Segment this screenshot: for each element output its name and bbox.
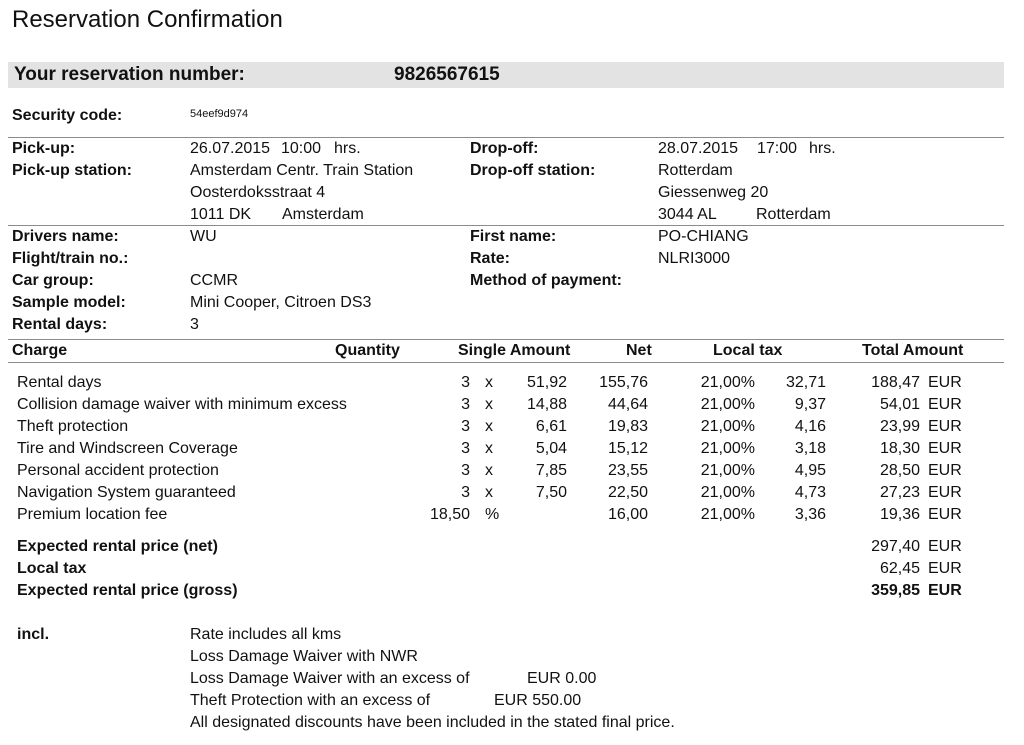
flight-train-label: Flight/train no.:	[12, 250, 129, 267]
charge-name: Tire and Windscreen Coverage	[17, 440, 238, 457]
sample-model: Mini Cooper, Citroen DS3	[190, 294, 372, 311]
pickup-city: Amsterdam	[282, 206, 364, 223]
incl-item: Theft Protection with an excess of	[190, 692, 431, 709]
charge-total: 188,47	[871, 374, 920, 391]
dropoff-city: Rotterdam	[756, 206, 831, 223]
car-group-label: Car group:	[12, 272, 94, 289]
pickup-label: Pick-up:	[12, 140, 76, 157]
total-value: 62,45	[879, 560, 920, 577]
charge-currency: EUR	[928, 462, 962, 479]
charge-name: Collision damage waiver with minimum excess	[17, 396, 347, 413]
quantity-header: Quantity	[335, 342, 400, 359]
charge-quantity: 3	[461, 418, 470, 435]
charge-multiplier: x	[485, 396, 493, 413]
charge-tax-rate: 21,00%	[700, 506, 755, 523]
charge-tax-rate: 21,00%	[700, 374, 755, 391]
total-amount-header: Total Amount	[862, 342, 964, 359]
pickup-station-label: Pick-up station:	[12, 162, 133, 179]
rental-days-label: Rental days:	[12, 316, 108, 333]
charge-quantity: 3	[461, 396, 470, 413]
theft-excess-amount: EUR 550.00	[494, 692, 582, 709]
total-label: Expected rental price (net)	[17, 538, 218, 555]
charge-currency: EUR	[928, 396, 962, 413]
charge-header: Charge	[12, 342, 68, 359]
charge-tax-amount: 4,95	[794, 462, 826, 479]
dropoff-time-unit: hrs.	[809, 140, 836, 157]
charge-currency: EUR	[928, 418, 962, 435]
charge-net: 44,64	[607, 396, 648, 413]
total-currency: EUR	[928, 538, 962, 555]
total-value: 297,40	[871, 538, 920, 555]
charge-tax-amount: 9,37	[794, 396, 826, 413]
sample-model-label: Sample model:	[12, 294, 126, 311]
local-tax-header: Local tax	[713, 342, 783, 359]
pickup-station: Amsterdam Centr. Train Station	[190, 162, 414, 179]
charge-tax-amount: 3,36	[794, 506, 826, 523]
total-label: Local tax	[17, 560, 87, 577]
charge-multiplier: x	[485, 440, 493, 457]
dropoff-street: Giessenweg 20	[658, 184, 769, 201]
charge-currency: EUR	[928, 440, 962, 457]
rental-days: 3	[190, 316, 199, 333]
security-code-label: Security code:	[12, 107, 123, 124]
charge-quantity: 3	[461, 374, 470, 391]
charge-name: Rental days	[17, 374, 102, 391]
charge-tax-amount: 4,16	[794, 418, 826, 435]
charge-tax-rate: 21,00%	[700, 440, 755, 457]
first-name-label: First name:	[470, 228, 557, 245]
divider	[8, 137, 1004, 138]
charge-single-amount: 5,04	[535, 440, 567, 457]
total-label: Expected rental price (gross)	[17, 582, 238, 599]
charge-single-amount: 7,85	[535, 462, 567, 479]
charge-currency: EUR	[928, 506, 962, 523]
reservation-number-label: Your reservation number:	[14, 64, 245, 85]
charge-tax-amount: 4,73	[794, 484, 826, 501]
charge-quantity: 18,50	[429, 506, 470, 523]
divider	[8, 225, 1004, 226]
dropoff-label: Drop-off:	[470, 140, 539, 157]
charge-name: Personal accident protection	[17, 462, 219, 479]
charge-single-amount: 51,92	[526, 374, 567, 391]
dropoff-station-label: Drop-off station:	[470, 162, 596, 179]
charge-net: 23,55	[607, 462, 648, 479]
charge-quantity: 3	[461, 462, 470, 479]
charge-quantity: 3	[461, 484, 470, 501]
charge-total: 18,30	[879, 440, 920, 457]
charge-tax-rate: 21,00%	[700, 418, 755, 435]
charge-total: 28,50	[879, 462, 920, 479]
payment-method-label: Method of payment:	[470, 272, 622, 289]
charge-tax-amount: 3,18	[794, 440, 826, 457]
divider	[8, 362, 1004, 363]
rate-label: Rate:	[470, 250, 511, 267]
charge-multiplier: x	[485, 374, 493, 391]
charge-tax-rate: 21,00%	[700, 462, 755, 479]
incl-item: All designated discounts have been included in the stated final price.	[190, 714, 675, 731]
pickup-time-unit: hrs.	[334, 140, 361, 157]
charge-single-amount: 7,50	[535, 484, 567, 501]
incl-item: Loss Damage Waiver with NWR	[190, 648, 418, 665]
pickup-street: Oosterdoksstraat 4	[190, 184, 326, 201]
pickup-date: 26.07.2015	[190, 140, 271, 157]
dropoff-time: 17:00	[757, 140, 798, 157]
dropoff-date: 28.07.2015	[658, 140, 739, 157]
page-title: Reservation Confirmation	[12, 6, 283, 33]
total-currency: EUR	[928, 560, 962, 577]
charge-single-amount: 14,88	[526, 396, 567, 413]
incl-label: incl.	[17, 626, 50, 643]
charge-name: Navigation System guaranteed	[17, 484, 236, 501]
charge-single-amount: 6,61	[535, 418, 567, 435]
charge-currency: EUR	[928, 374, 962, 391]
incl-item: Loss Damage Waiver with an excess of	[190, 670, 470, 687]
charge-currency: EUR	[928, 484, 962, 501]
car-group: CCMR	[190, 272, 238, 289]
pickup-time: 10:00	[281, 140, 322, 157]
divider	[8, 339, 1004, 340]
charge-multiplier: x	[485, 484, 493, 501]
dropoff-zip: 3044 AL	[658, 206, 717, 223]
charge-tax-amount: 32,71	[785, 374, 826, 391]
charge-name: Premium location fee	[17, 506, 168, 523]
charge-total: 19,36	[879, 506, 920, 523]
total-currency: EUR	[928, 582, 962, 599]
ldw-excess-amount: EUR 0.00	[527, 670, 597, 687]
reservation-number: 9826567615	[394, 64, 500, 85]
charge-net: 19,83	[607, 418, 648, 435]
charge-quantity: 3	[461, 440, 470, 457]
charge-total: 23,99	[879, 418, 920, 435]
total-value: 359,85	[871, 582, 920, 599]
pickup-zip: 1011 DK	[190, 206, 252, 223]
security-code: 54eef9d974	[190, 108, 249, 120]
rate-code: NLRI3000	[658, 250, 731, 267]
incl-item: Rate includes all kms	[190, 626, 342, 643]
charge-total: 27,23	[879, 484, 920, 501]
charge-multiplier: %	[485, 506, 500, 523]
dropoff-station: Rotterdam	[658, 162, 733, 179]
first-name: PO-CHIANG	[658, 228, 749, 245]
charge-multiplier: x	[485, 418, 493, 435]
charge-net: 22,50	[607, 484, 648, 501]
charge-multiplier: x	[485, 462, 493, 479]
drivers-name: WU	[190, 228, 217, 245]
charge-total: 54,01	[879, 396, 920, 413]
charge-tax-rate: 21,00%	[700, 484, 755, 501]
charge-tax-rate: 21,00%	[700, 396, 755, 413]
drivers-name-label: Drivers name:	[12, 228, 119, 245]
net-header: Net	[626, 342, 652, 359]
single-amount-header: Single Amount	[458, 342, 571, 359]
charge-net: 15,12	[607, 440, 648, 457]
charge-name: Theft protection	[17, 418, 129, 435]
charge-net: 16,00	[607, 506, 648, 523]
charge-net: 155,76	[599, 374, 648, 391]
